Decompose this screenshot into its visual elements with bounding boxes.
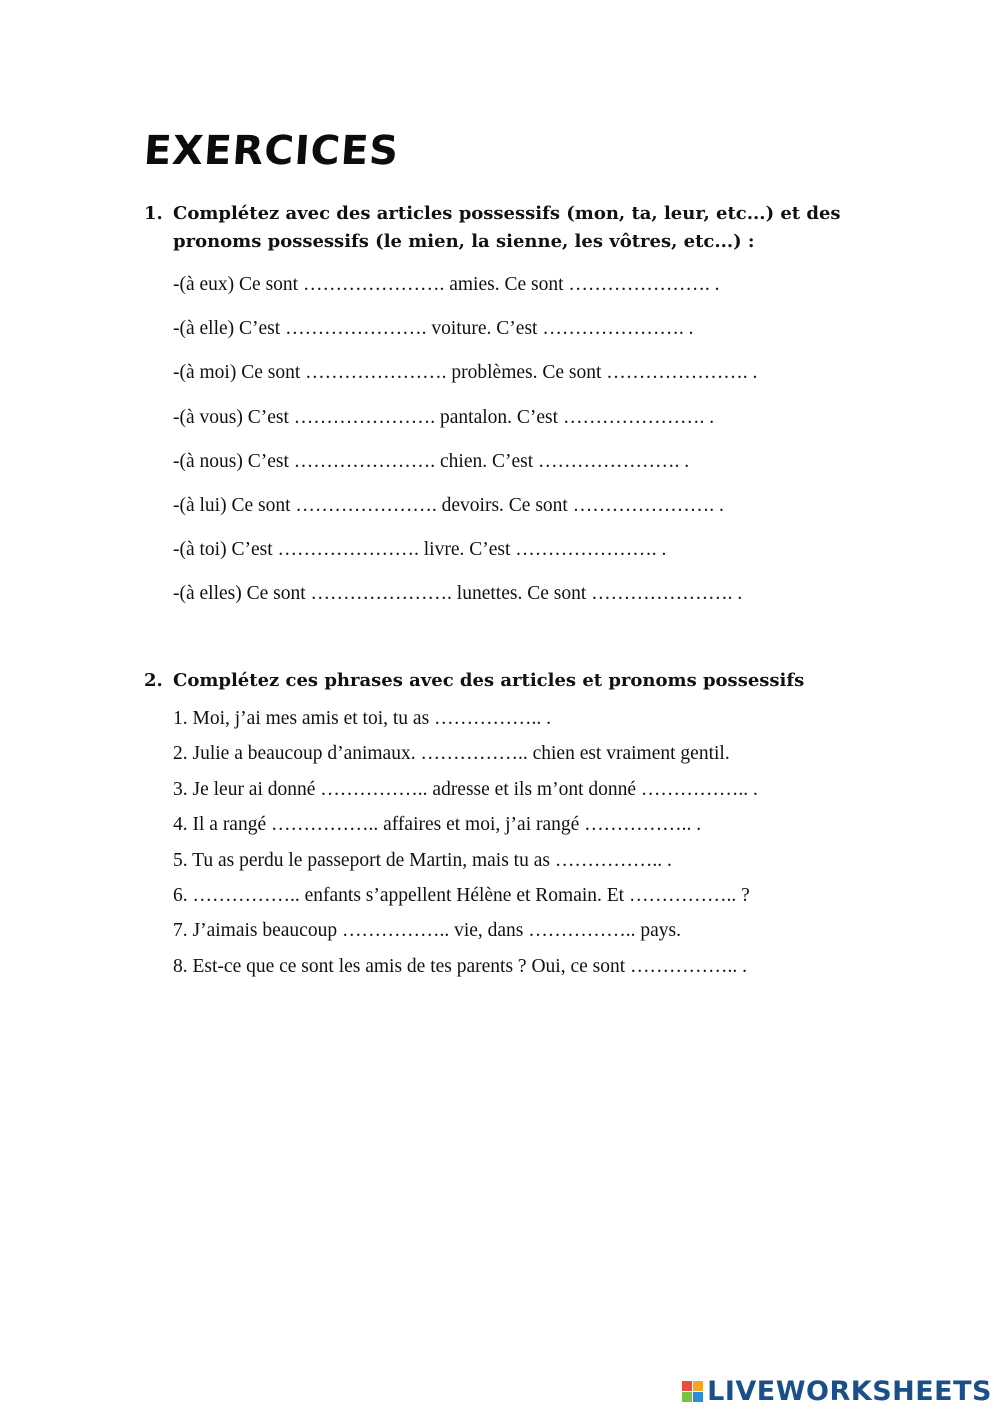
logo-text: LIVEWORKSHEETS — [707, 1376, 992, 1407]
liveworksheets-logo — [682, 1376, 992, 1407]
exercise-1-item: -(à elle) C’est …………………. voiture. C’est …………………. . — [173, 318, 694, 340]
exercise-1-item: -(à vous) C’est …………………. pantalon. C’est …………………. . — [173, 406, 715, 428]
exercise-1-item: -(à lui) Ce sont …………………. devoirs. Ce sont …………………. . — [173, 494, 724, 516]
exercise-1-instruction-text: Complétez avec des articles possessifs (mon, ta, leur, etc...) et des pronoms possessifs (le mien, la sienne, les vôtres, etc...) : — [173, 203, 841, 252]
exercise-2-item: 1. Moi, j’ai mes amis et toi, tu as …………….. . — [173, 708, 552, 729]
exercise-1-item: -(à elles) Ce sont …………………. lunettes. Ce sont …………………. . — [173, 583, 743, 605]
page-title: EXERCICES — [142, 128, 401, 174]
exercise-1-item: -(à toi) C’est …………………. livre. C’est …………………. . — [173, 539, 667, 561]
logo-block — [693, 1392, 703, 1402]
exercise-2-item: 7. J’aimais beaucoup …………….. vie, dans …………….. pays. — [173, 920, 682, 942]
exercise-2-item: 6. …………….. enfants s’appellent Hélène et Romain. Et …………….. ? — [173, 885, 750, 907]
exercise-1-item: -(à eux) Ce sont …………………. amies. Ce sont …………………. . — [173, 274, 720, 295]
exercise-1-number: 1. — [144, 203, 163, 224]
logo-block — [693, 1381, 703, 1391]
logo-block — [682, 1381, 692, 1391]
logo-blocks-icon — [682, 1381, 703, 1402]
logo-block — [682, 1392, 692, 1402]
exercise-1-item: -(à nous) C’est …………………. chien. C’est …………………. . — [173, 450, 690, 472]
exercise-2-item: 5. Tu as perdu le passeport de Martin, mais tu as …………….. . — [173, 849, 672, 871]
exercise-2-item: 4. Il a rangé …………….. affaires et moi, j’ai rangé …………….. . — [173, 814, 702, 836]
exercise-2-list — [173, 701, 873, 984]
exercise-2-item: 2. Julie a beaucoup d’animaux. …………….. chien est vraiment gentil. — [173, 743, 730, 765]
exercise-2-instruction — [144, 667, 864, 695]
exercise-2-number: 2. — [144, 670, 163, 691]
exercise-1-list — [173, 270, 757, 624]
exercise-1-item: -(à moi) Ce sont …………………. problèmes. Ce sont …………………. . — [173, 362, 758, 384]
exercise-1-instruction — [144, 200, 864, 256]
exercise-2-item: 8. Est-ce que ce sont les amis de tes parents ? Oui, ce sont …………….. . — [173, 955, 748, 977]
exercise-2-item: 3. Je leur ai donné …………….. adresse et ils m’ont donné …………….. . — [173, 778, 758, 800]
exercise-2-instruction-text: Complétez ces phrases avec des articles et pronoms possessifs — [173, 670, 805, 691]
